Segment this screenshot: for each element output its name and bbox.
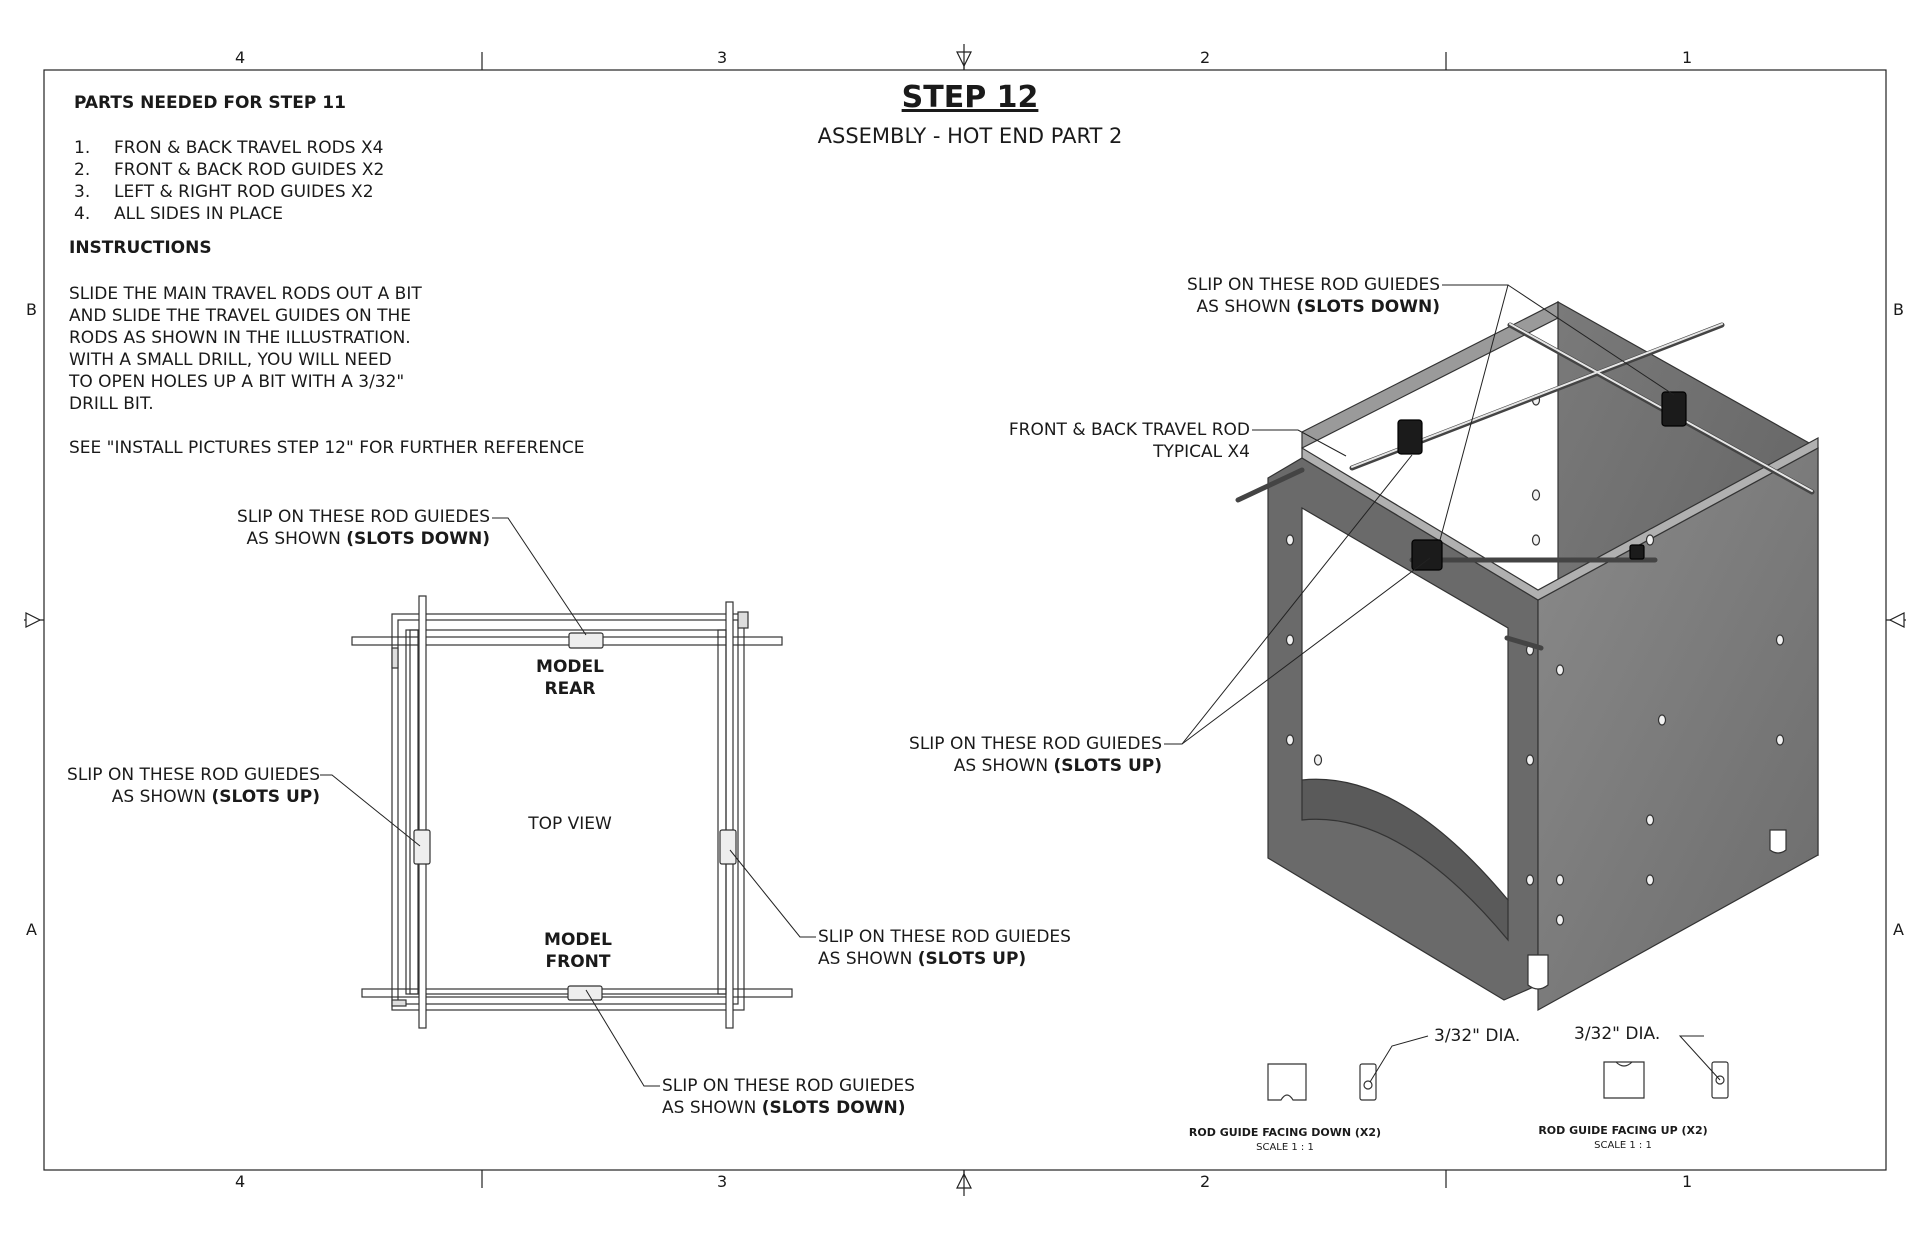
zone-top-3: 3 [717, 48, 728, 67]
top-view-label: TOP VIEW [528, 814, 612, 834]
zone-bottom-3: 3 [717, 1172, 728, 1191]
isometric-assembly [1238, 302, 1818, 1010]
rear-rod-guide [569, 633, 603, 648]
detail-up-scale: SCALE 1 : 1 [1594, 1140, 1652, 1151]
detail-down-scale: SCALE 1 : 1 [1256, 1142, 1314, 1153]
callout-iso-mid [862, 733, 1162, 777]
front-rod-guide [568, 986, 602, 1000]
callout-line2: AS SHOWN (SLOTS UP) [818, 949, 1027, 969]
parts-item-text: FRON & BACK TRAVEL RODS X4 [114, 138, 384, 158]
zone-right-b: B [1893, 300, 1904, 319]
instruction-line: AND SLIDE THE TRAVEL GUIDES ON THE [69, 306, 412, 326]
zone-left-b: B [26, 300, 37, 319]
model-front-label [478, 929, 678, 973]
parts-heading: PARTS NEEDED FOR STEP 11 [74, 93, 346, 113]
model-front-line2: FRONT [545, 952, 611, 972]
callout-line2: AS SHOWN (SLOTS UP) [953, 756, 1162, 776]
model-rear-label [470, 656, 670, 700]
zone-left-a: A [26, 920, 37, 939]
detail-up-dia: 3/32" DIA. [1574, 1024, 1661, 1044]
left-rod-guide [414, 830, 430, 864]
instruction-line: TO OPEN HOLES UP A BIT WITH A 3/32" [69, 372, 405, 392]
callout-line1: SLIP ON THESE ROD GUIEDES [909, 734, 1162, 754]
callout-top-view-rear [190, 506, 490, 550]
iso-guide-front [1412, 540, 1442, 570]
callout-line2: AS SHOWN (SLOTS DOWN) [1196, 297, 1440, 317]
callout-line2: AS SHOWN (SLOTS UP) [111, 787, 320, 807]
step-subtitle: ASSEMBLY - HOT END PART 2 [817, 124, 1123, 148]
callout-line2: AS SHOWN (SLOTS DOWN) [662, 1098, 906, 1118]
instruction-line: SLIDE THE MAIN TRAVEL RODS OUT A BIT [69, 284, 422, 304]
instructions-heading: INSTRUCTIONS [69, 238, 212, 258]
step-title: STEP 12 [901, 80, 1039, 115]
iso-guide-back-left [1398, 420, 1422, 454]
instruction-line: WITH A SMALL DRILL, YOU WILL NEED [69, 350, 392, 370]
parts-item-num: 4. [74, 204, 91, 224]
callout-top-view-right [818, 926, 1071, 970]
model-front-line1: MODEL [544, 930, 612, 950]
callout-iso-top [1140, 274, 1440, 318]
zone-top-1: 1 [1682, 48, 1693, 67]
parts-item-text: FRONT & BACK ROD GUIDES X2 [114, 160, 385, 180]
callout-line1: SLIP ON THESE ROD GUIEDES [818, 927, 1071, 947]
callout-line1: SLIP ON THESE ROD GUIEDES [662, 1076, 915, 1096]
callout-top-view-front [662, 1075, 915, 1119]
callout-line2: TYPICAL X4 [1153, 442, 1250, 462]
detail-down-dia: 3/32" DIA. [1434, 1026, 1521, 1046]
parts-item-text: ALL SIDES IN PLACE [114, 204, 283, 224]
detail-up-title: ROD GUIDE FACING UP (X2) [1538, 1124, 1708, 1137]
instruction-line: DRILL BIT. [69, 394, 154, 414]
zone-right-a: A [1893, 920, 1904, 939]
model-rear-line2: REAR [544, 679, 596, 699]
parts-item-text: LEFT & RIGHT ROD GUIDES X2 [114, 182, 374, 202]
callout-line1: FRONT & BACK TRAVEL ROD [1008, 420, 1250, 440]
instruction-reference: SEE "INSTALL PICTURES STEP 12" FOR FURTHER REFERENCE [69, 438, 585, 458]
model-rear-line1: MODEL [536, 657, 604, 677]
parts-item-num: 2. [74, 160, 91, 180]
callout-line2: AS SHOWN (SLOTS DOWN) [246, 529, 490, 549]
callout-top-view-left [20, 764, 320, 808]
instruction-line: RODS AS SHOWN IN THE ILLUSTRATION. [69, 328, 411, 348]
detail-down-title: ROD GUIDE FACING DOWN (X2) [1188, 1126, 1382, 1139]
callout-line1: SLIP ON THESE ROD GUIEDES [67, 765, 320, 785]
zone-top-4: 4 [235, 48, 246, 67]
parts-item-num: 3. [74, 182, 91, 202]
zone-bottom-4: 4 [235, 1172, 246, 1191]
zone-top-2: 2 [1200, 48, 1211, 67]
parts-item-num: 1. [74, 138, 91, 158]
callout-line1: SLIP ON THESE ROD GUIEDES [1187, 275, 1440, 295]
right-rod-guide [720, 830, 736, 864]
iso-guide-right [1630, 545, 1644, 559]
zone-bottom-1: 1 [1682, 1172, 1693, 1191]
iso-guide-back-right [1662, 392, 1686, 426]
callout-iso-rod [950, 419, 1250, 463]
zone-bottom-2: 2 [1200, 1172, 1211, 1191]
callout-line1: SLIP ON THESE ROD GUIEDES [237, 507, 490, 527]
